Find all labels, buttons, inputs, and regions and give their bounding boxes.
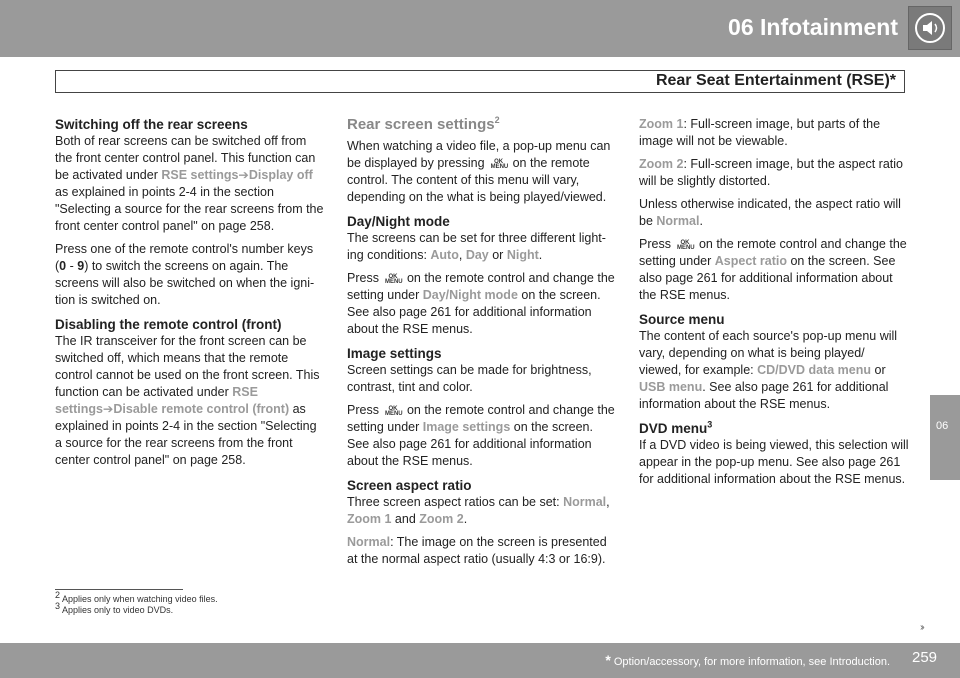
- footer-note: [605, 652, 890, 668]
- term-zoom-1: Zoom 1: [639, 117, 684, 131]
- text: Rear screen settings: [347, 116, 495, 133]
- heading-switching-off: Switching off the rear screens: [55, 117, 248, 132]
- text: on the remote control and change the setting under: [639, 237, 907, 268]
- text: Three screen aspect ratios can be set:: [347, 495, 564, 509]
- text: The screens can be set for three different lighting conditions:: [347, 231, 606, 262]
- option-star: *: [605, 652, 611, 668]
- text: on the screen. See also page 261 for additional information about the RSE menus.: [347, 288, 601, 336]
- next-page-arrows-icon: ››: [920, 622, 923, 633]
- text: on the screen. See also page 261 for additional information about the RSE menus.: [639, 254, 896, 302]
- text: : Full-screen image, but parts of the image will not be viewable.: [639, 117, 881, 148]
- footnote-mark: 2: [55, 590, 61, 600]
- paragraph: [347, 230, 617, 264]
- text: : The image on the screen is presented at the normal aspect ratio (usually 4:3 or 16:9).: [347, 535, 607, 566]
- ok-menu-icon: OK MENU: [384, 273, 403, 285]
- text: Press: [347, 403, 379, 417]
- section-title-bar: [55, 70, 905, 93]
- paragraph: [347, 494, 617, 528]
- text: When watching a video file, a pop-up menu can be displayed by pressing: [347, 139, 611, 170]
- text: as explained in points 2-4 in the section "Selecting a source for the rear screens from the front center control panel" on page 258.: [55, 185, 324, 233]
- paragraph: [347, 534, 617, 568]
- option-night: Night: [506, 248, 539, 262]
- text: as explained in points 2-4 in the section "Selecting a source for the rear screens from the front center control panel" on page 258.: [55, 402, 317, 467]
- ok-menu-icon: OK MENU: [490, 158, 509, 170]
- section-title: Rear Seat Entertainment (RSE)*: [655, 72, 896, 89]
- text: on the screen. See also page 261 for additional information about the RSE menus.: [347, 420, 593, 468]
- term-zoom-2: Zoom 2: [639, 157, 684, 171]
- text: on the remote control and change the setting under: [347, 271, 615, 302]
- speaker-icon: [908, 6, 952, 50]
- chapter-title: 06 Infotainment: [728, 14, 898, 40]
- option-zoom-1: Zoom 1: [347, 512, 392, 526]
- text: .: [538, 248, 543, 262]
- speaker-icon-graphic: [909, 7, 951, 49]
- text: and: [391, 512, 420, 526]
- footnote-text: Applies only to video DVDs.: [62, 605, 174, 615]
- footnote-ref-3: 3: [707, 419, 713, 430]
- column-3: [639, 116, 909, 495]
- heading-image-settings: Image settings: [347, 346, 442, 361]
- menu-day-night-mode: Day/Night mode: [422, 288, 518, 302]
- text: . See also page 261 for additional information about the RSE menus.: [639, 380, 889, 411]
- text: -: [66, 259, 78, 273]
- aspect-ratio-block: [347, 477, 617, 568]
- text: or: [488, 248, 507, 262]
- chapter-side-tab: [930, 395, 960, 480]
- text: on the remote control and change the setting under: [347, 403, 615, 434]
- text: or: [871, 363, 886, 377]
- zoom-block: [639, 116, 909, 304]
- paragraph: [639, 156, 909, 190]
- text: Press one of the remote control's number keys (: [55, 242, 314, 273]
- text: Press: [639, 237, 671, 251]
- term-normal: Normal: [347, 535, 391, 549]
- text: Unless otherwise indicated, the aspect ratio will be: [639, 197, 901, 228]
- footnote-text: Applies only when watching video files.: [62, 594, 218, 604]
- paragraph: [639, 236, 909, 304]
- paragraph: [639, 196, 909, 230]
- text: ,: [606, 495, 610, 509]
- footnote-2: [55, 590, 218, 605]
- paragraph: [347, 138, 617, 206]
- key-9: 9: [77, 259, 85, 273]
- paragraph: [639, 116, 909, 150]
- page-number: 259: [912, 649, 938, 666]
- source-menu-block: [639, 311, 909, 413]
- option-auto: Auto: [430, 248, 459, 262]
- menu-aspect-ratio: Aspect ratio: [714, 254, 787, 268]
- heading-source-menu: Source menu: [639, 312, 725, 327]
- paragraph: [55, 333, 325, 469]
- text: Both of rear screens can be switched off from the front center control panel. This function can be activated under: [55, 134, 316, 182]
- text: DVD menu: [639, 421, 708, 436]
- footnote-ref-2: 2: [494, 115, 500, 125]
- term-normal: Normal: [656, 214, 700, 228]
- disabling-remote-block: [55, 316, 325, 469]
- paragraph: [639, 328, 909, 413]
- day-night-block: [347, 213, 617, 338]
- option-normal: Normal: [563, 495, 607, 509]
- text: ) to switch the screens on again. The screens will also be switched on when the ignition is switched on.: [55, 259, 315, 307]
- footnote-divider: [55, 589, 183, 590]
- text: on the remote control. The content of this menu will vary, depending on the what is being played/viewed.: [347, 156, 607, 204]
- footer-note-text: Option/accessory, for more information, see Introduction.: [610, 656, 890, 668]
- menu-image-settings: Image settings: [422, 420, 511, 434]
- heading-disabling-remote: Disabling the remote control (front): [55, 317, 282, 332]
- ok-menu-icon: OK MENU: [384, 405, 403, 417]
- paragraph: If a DVD video is being viewed, this selection will appear in the pop-up menu. See also page 261 for additional information about the RSE menus.: [639, 438, 909, 486]
- text: Press: [347, 271, 379, 285]
- paragraph: Screen settings can be made for brightness, contrast, tint and color.: [347, 363, 592, 394]
- text: .: [463, 512, 468, 526]
- menu-usb: USB menu: [639, 380, 703, 394]
- text: .: [699, 214, 703, 228]
- paragraph: [55, 133, 325, 235]
- option-zoom-2: Zoom 2: [419, 512, 464, 526]
- paragraph: [55, 241, 325, 309]
- text: The content of each source's pop-up menu will vary, depending on what is being played/ viewed, for example:: [639, 329, 898, 377]
- switching-off-block: [55, 116, 325, 309]
- menu-path-disable-remote: RSE settings➔Disable remote control (front): [55, 385, 290, 416]
- chapter-side-tab-label: 06: [936, 420, 949, 432]
- footnote-3: [55, 601, 218, 616]
- paragraph: [347, 402, 617, 470]
- text: : Full-screen image, but the aspect ratio will be slightly distorted.: [639, 157, 904, 188]
- key-0: 0: [59, 259, 67, 273]
- menu-cd-dvd-data: CD/DVD data menu: [757, 363, 872, 377]
- option-day: Day: [465, 248, 489, 262]
- ok-menu-icon: OK MENU: [676, 239, 695, 251]
- menu-path-display-off: RSE settings➔Display off: [161, 168, 313, 182]
- paragraph: [347, 270, 617, 338]
- rear-screen-settings-block: [347, 116, 617, 206]
- dvd-menu-block: [639, 420, 909, 488]
- heading-dvd-menu: [639, 420, 909, 437]
- text: The IR transceiver for the front screen can be switched off, which means that the remote control cannot be used on the front screen. This function can be activated under: [55, 334, 320, 399]
- image-settings-block: [347, 345, 617, 470]
- column-1: [55, 116, 325, 476]
- heading-day-night: Day/Night mode: [347, 214, 450, 229]
- heading-aspect-ratio: Screen aspect ratio: [347, 478, 472, 493]
- text: ,: [458, 248, 466, 262]
- column-2: [347, 116, 617, 575]
- heading-rear-screen-settings: [347, 116, 617, 134]
- footnote-mark: 3: [55, 601, 61, 611]
- footnotes: [55, 590, 218, 616]
